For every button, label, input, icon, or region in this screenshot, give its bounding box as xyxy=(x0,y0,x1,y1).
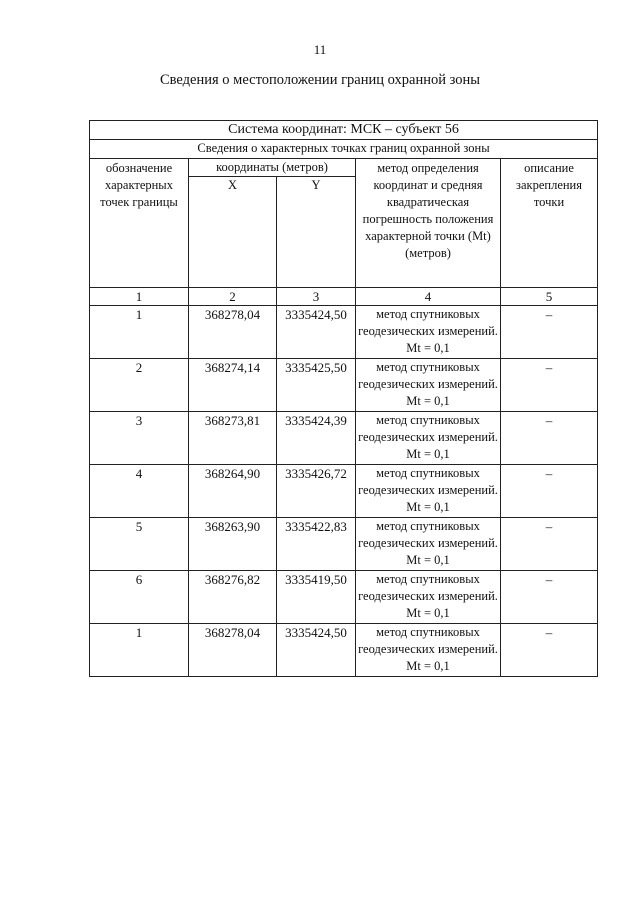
point-cell: 1 xyxy=(90,306,189,359)
column-number: 5 xyxy=(501,288,598,306)
y-coordinate-cell: 3335422,83 xyxy=(277,518,356,571)
point-cell: 2 xyxy=(90,359,189,412)
document-title: Сведения о местоположении границ охранной зоны xyxy=(159,72,480,88)
header-method: метод определения координат и средняя квадратическая погрешность положения характерной точки (Mt) (метров) xyxy=(356,159,501,288)
table-row xyxy=(90,412,598,465)
method-cell: метод спутниковых геодезических измерений. Mt = 0,1 xyxy=(356,412,501,465)
point-cell: 3 xyxy=(90,412,189,465)
description-cell: – xyxy=(501,571,598,624)
x-coordinate-cell: 368276,82 xyxy=(189,571,277,624)
y-coordinate-cell: 3335419,50 xyxy=(277,571,356,624)
x-coordinate-cell: 368264,90 xyxy=(189,465,277,518)
point-cell: 6 xyxy=(90,571,189,624)
header-point-designation: обозначение характерных точек границы xyxy=(90,159,189,288)
description-cell: – xyxy=(501,359,598,412)
y-coordinate-cell: 3335426,72 xyxy=(277,465,356,518)
header-y: Y xyxy=(277,177,356,288)
method-cell: метод спутниковых геодезических измерений. Mt = 0,1 xyxy=(356,306,501,359)
column-numbers-row xyxy=(90,288,598,306)
y-coordinate-cell: 3335425,50 xyxy=(277,359,356,412)
description-cell: – xyxy=(501,518,598,571)
x-coordinate-cell: 368274,14 xyxy=(189,359,277,412)
header-description: описание закрепления точки xyxy=(501,159,598,288)
x-coordinate-cell: 368273,81 xyxy=(189,412,277,465)
y-coordinate-cell: 3335424,39 xyxy=(277,412,356,465)
method-cell: метод спутниковых геодезических измерений. Mt = 0,1 xyxy=(356,624,501,677)
table-row xyxy=(90,518,598,571)
column-number: 3 xyxy=(277,288,356,306)
table-row xyxy=(90,624,598,677)
table-row xyxy=(90,306,598,359)
column-number: 2 xyxy=(189,288,277,306)
y-coordinate-cell: 3335424,50 xyxy=(277,306,356,359)
method-cell: метод спутниковых геодезических измерений. Mt = 0,1 xyxy=(356,465,501,518)
table-row xyxy=(90,465,598,518)
column-number: 4 xyxy=(356,288,501,306)
method-cell: метод спутниковых геодезических измерений. Mt = 0,1 xyxy=(356,518,501,571)
header-coordinates: координаты (метров) xyxy=(189,159,356,177)
description-cell: – xyxy=(501,465,598,518)
page-number: 11 xyxy=(313,42,327,57)
column-number: 1 xyxy=(90,288,189,306)
point-cell: 5 xyxy=(90,518,189,571)
header-x: X xyxy=(189,177,277,288)
method-cell: метод спутниковых геодезических измерений. Mt = 0,1 xyxy=(356,571,501,624)
points-info-row: Сведения о характерных точках границ охранной зоны xyxy=(90,140,598,159)
description-cell: – xyxy=(501,306,598,359)
coordinate-system-row: Система координат: МСК – субъект 56 xyxy=(90,121,598,140)
method-cell: метод спутниковых геодезических измерений. Mt = 0,1 xyxy=(356,359,501,412)
table-row xyxy=(90,359,598,412)
x-coordinate-cell: 368263,90 xyxy=(189,518,277,571)
y-coordinate-cell: 3335424,50 xyxy=(277,624,356,677)
x-coordinate-cell: 368278,04 xyxy=(189,624,277,677)
boundary-points-table xyxy=(89,120,598,677)
point-cell: 4 xyxy=(90,465,189,518)
point-cell: 1 xyxy=(90,624,189,677)
x-coordinate-cell: 368278,04 xyxy=(189,306,277,359)
description-cell: – xyxy=(501,412,598,465)
description-cell: – xyxy=(501,624,598,677)
table-row xyxy=(90,571,598,624)
